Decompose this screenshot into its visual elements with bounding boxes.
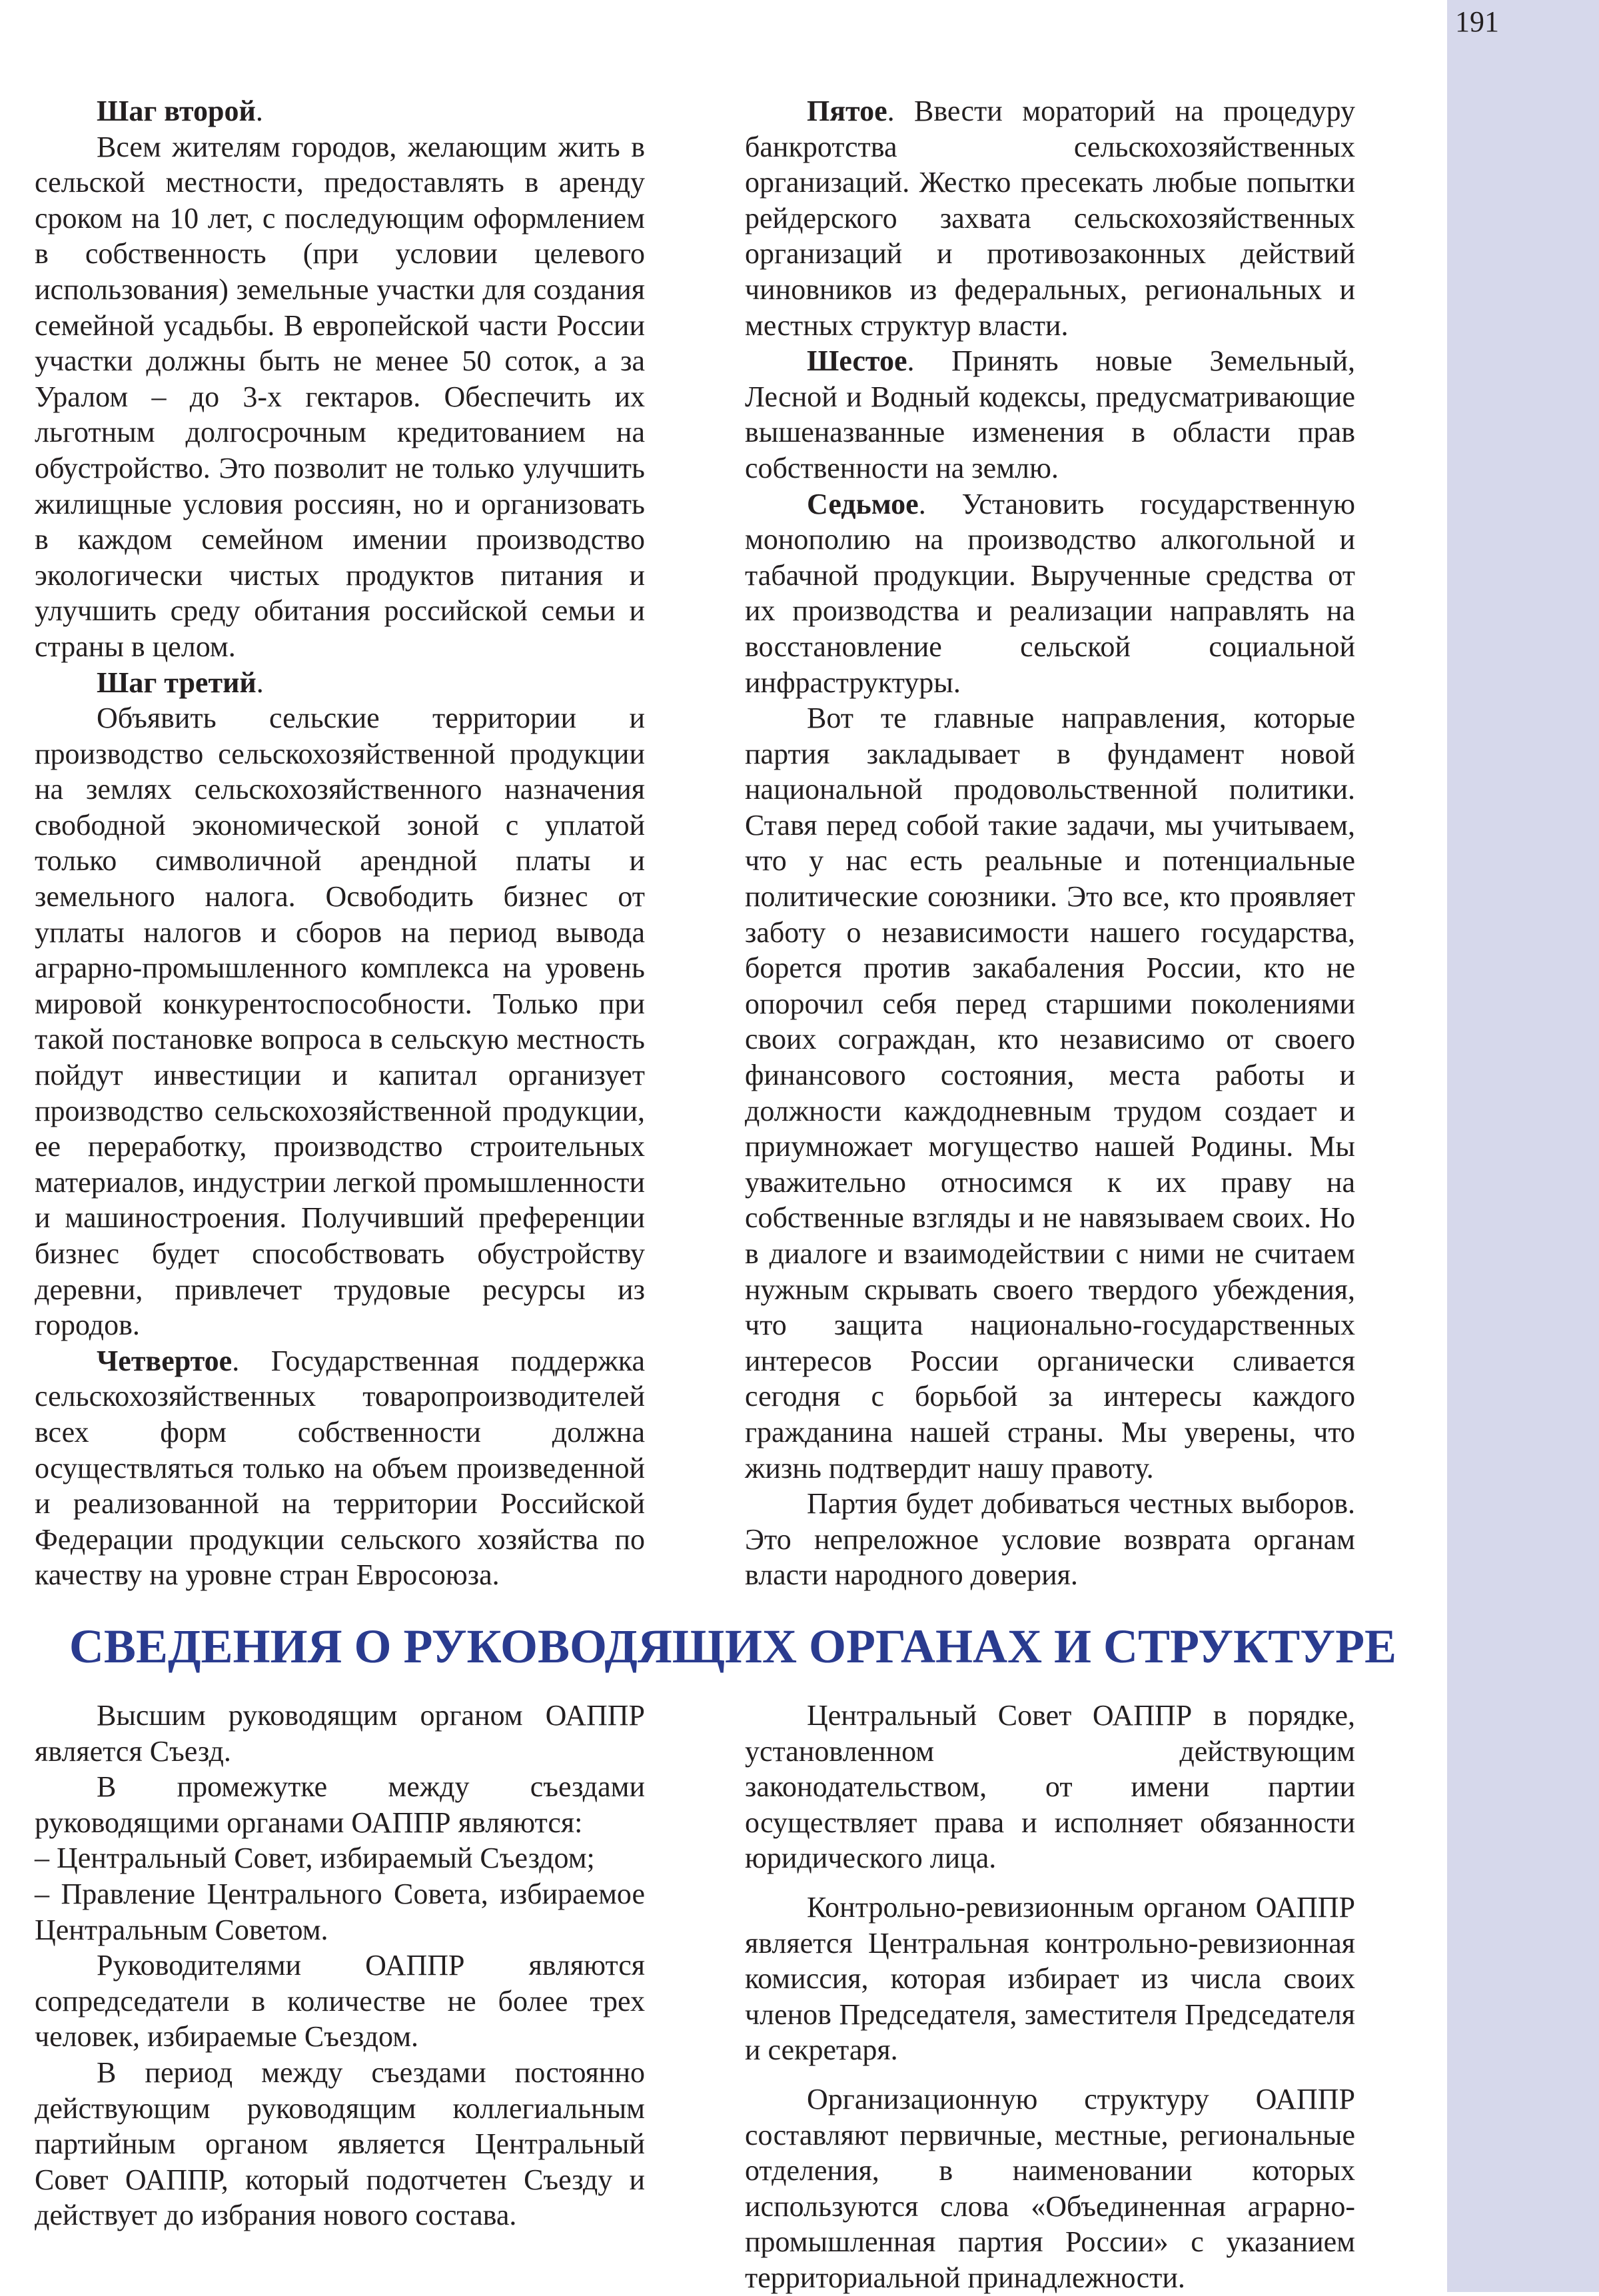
column-top-left [35,93,645,1593]
paragraph-audit-body: Контрольно-ревизионным органом ОАППР является Центральная контрольно-ревизионная комиссия, которая избирает из числа своих членов Председателя, заместителя Председателя и секретаря. [745,1890,1355,2067]
fourth-title: Четвертое [97,1344,233,1377]
list-item-central-council: – Центральный Совет, избираемый Съездом; [35,1842,595,1875]
fourth-text: Государственная поддержка сельскохозяйственных товаропроизводителей всех форм собственности должна осуществляться только на объем произведенной и реализованной на территории Российской Федерации продукции сельского хозяйства по качеству на уровне стран Евросоюза. [35,1344,645,1592]
paragraph-between-congresses: В промежутке между съездами руководящими органами ОАППР являются: [35,1770,645,1839]
paragraph-fourth: Четвертое. Государственная поддержка сельскохозяйственных товаропроизводителей всех форм собственности должна осуществляться только на объем произведенной и реализованной на территории Российской Федерации продукции сельского хозяйства по качеству на уровне стран Евросоюза. [35,1344,645,1592]
list-item-board: – Правление Центрального Совета, избираемое Центральным Советом. [35,1877,645,1946]
paragraph-step3-title: Шаг третий. [97,666,264,699]
paragraph-sixth: Шестое. Принять новые Земельный, Лесной и Водный кодексы, предусматривающие вышеназванные изменения в области прав собственности на землю. [745,344,1355,484]
page-number: 191 [1455,5,1499,38]
fifth-text: Ввести мораторий на процедуру банкротства сельскохозяйственных организаций. Жестко пресекать любые попытки рейдерского захвата сельскохозяйственных организаций и противозаконных действий чиновников из федеральных, региональных и местных структур власти. [745,95,1356,342]
paragraph-permanent-body: В период между съездами постоянно действующим руководящим коллегиальным партийным органом является Центральный Совет ОАППР, который подотчетен Съезду и действует до избрания нового состава. [35,2055,645,2232]
sixth-text: Принять новые Земельный, Лесной и Водный кодексы, предусматривающие вышеназванные изменения в области прав собственности на землю. [745,344,1355,484]
section-heading: СВЕДЕНИЯ О РУКОВОДЯЩИХ ОРГАНАХ И СТРУКТУРЕ [69,1620,1397,1673]
paragraph-step3-text: Объявить сельские территории и производство сельскохозяйственной продукции на землях сельскохозяйственного назначения свободной экономической зоной с уплатой только символичной арендной платы и земельного налога. Освободить бизнес от уплаты налогов и сборов на период вывода аграрно-промышленного комплекса на уровень мировой конкурентоспособности. Только при такой постановке вопроса в сельскую местность пойдут инвестиции и капитал организует производство сельскохозяйственной продукции, ее переработку, производство строительных материалов, индустрии легкой промышленности и машиностроения. Получивший преференции бизнес будет способствовать обустройству деревни, привлечет трудовые ресурсы из городов. [35,702,645,1342]
step2-title: Шаг второй [97,95,256,127]
sixth-title: Шестое [807,344,907,378]
paragraph-central-council-rights: Центральный Совет ОАППР в порядке, установленном действующим законодательством, от имени партии осуществляет права и исполняет обязанности юридического лица. [745,1699,1355,1875]
paragraph-supreme-body: Высшим руководящим органом ОАППР является Съезд. [35,1699,645,1768]
side-strip [1447,0,1599,2292]
paragraph-step2-title: Шаг второй. [97,95,263,127]
paragraph-seventh: Седьмое. Установить государственную монополию на производство алкогольной и табачной продукции. Вырученные средства от их производства и реализации направлять на восстановление сельской социальной инфраструктуры. [745,487,1356,699]
paragraph-org-structure: Организационную структуру ОАППР составляют первичные, местные, региональные отделения, в наименовании которых используются слова «Объединенная аграрно-промышленная партия России» с указанием территориальной принадлежности. [745,2082,1355,2294]
fifth-title: Пятое [807,95,887,127]
paragraph-directions: Вот те главные направления, которые партия закладывает в фундамент новой национальной продовольственной политики. Ставя перед собой такие задачи, мы учитываем, что у нас есть реальные и потенциальные политические союзники. Это все, кто проявляет заботу о независимости нашего государства, борется против закабаления России, кто не опорочил себя перед старшими поколениями своих сограждан, кто независимо от своего финансового состояния, места работы и должности каждодневным трудом создает и приумножает могущество нашей Родины. Мы уважительно относимся к их праву на собственные взгляды и не навязываем своих. Но в диалоге и взаимодействии с ними не считаем нужным скрывать своего твердого убеждения, что защита национально-государственных интересов России органически сливается сегодня с борьбой за интересы каждого гражданина нашей страны. Мы уверены, что жизнь подтвердит нашу правоту. [745,702,1355,1484]
column-bottom-left [35,1698,645,2233]
seventh-title: Седьмое [807,487,919,520]
seventh-text: Установить государственную монополию на производство алкогольной и табачной продукции. Вырученные средства от их производства и реализации направлять на восстановление сельской социальной инфраструктуры. [745,487,1356,699]
paragraph-cochairs: Руководителями ОАППР являются сопредседатели в количестве не более трех человек, избираемые Съездом. [35,1949,645,2053]
column-bottom-right [745,1698,1355,2296]
column-top-right [745,93,1355,1593]
step3-title: Шаг третий [97,666,257,699]
paragraph-step2-text: Всем жителям городов, желающим жить в сельской местности, предоставлять в аренду сроком на 10 лет, с последующим оформлением в собственность (при условии целевого использования) земельные участки для создания семейной усадьбы. В европейской части России участки должны быть не менее 50 соток, а за Уралом – до 3-х гектаров. Обеспечить их льготным долгосрочным кредитованием на обустройство. Это позволит не только улучшить жилищные условия россиян, но и организовать в каждом семейном имении производство экологически чистых продуктов питания и улучшить среду обитания российской семьи и страны в целом. [35,130,645,663]
paragraph-fifth: Пятое. Ввести мораторий на процедуру банкротства сельскохозяйственных организаций. Жестко пресекать любые попытки рейдерского захвата сельскохозяйственных организаций и противозаконных действий чиновников из федеральных, региональных и местных структур власти. [745,95,1356,342]
paragraph-elections: Партия будет добиваться честных выборов. Это непреложное условие возврата органам власти народного доверия. [745,1487,1355,1592]
